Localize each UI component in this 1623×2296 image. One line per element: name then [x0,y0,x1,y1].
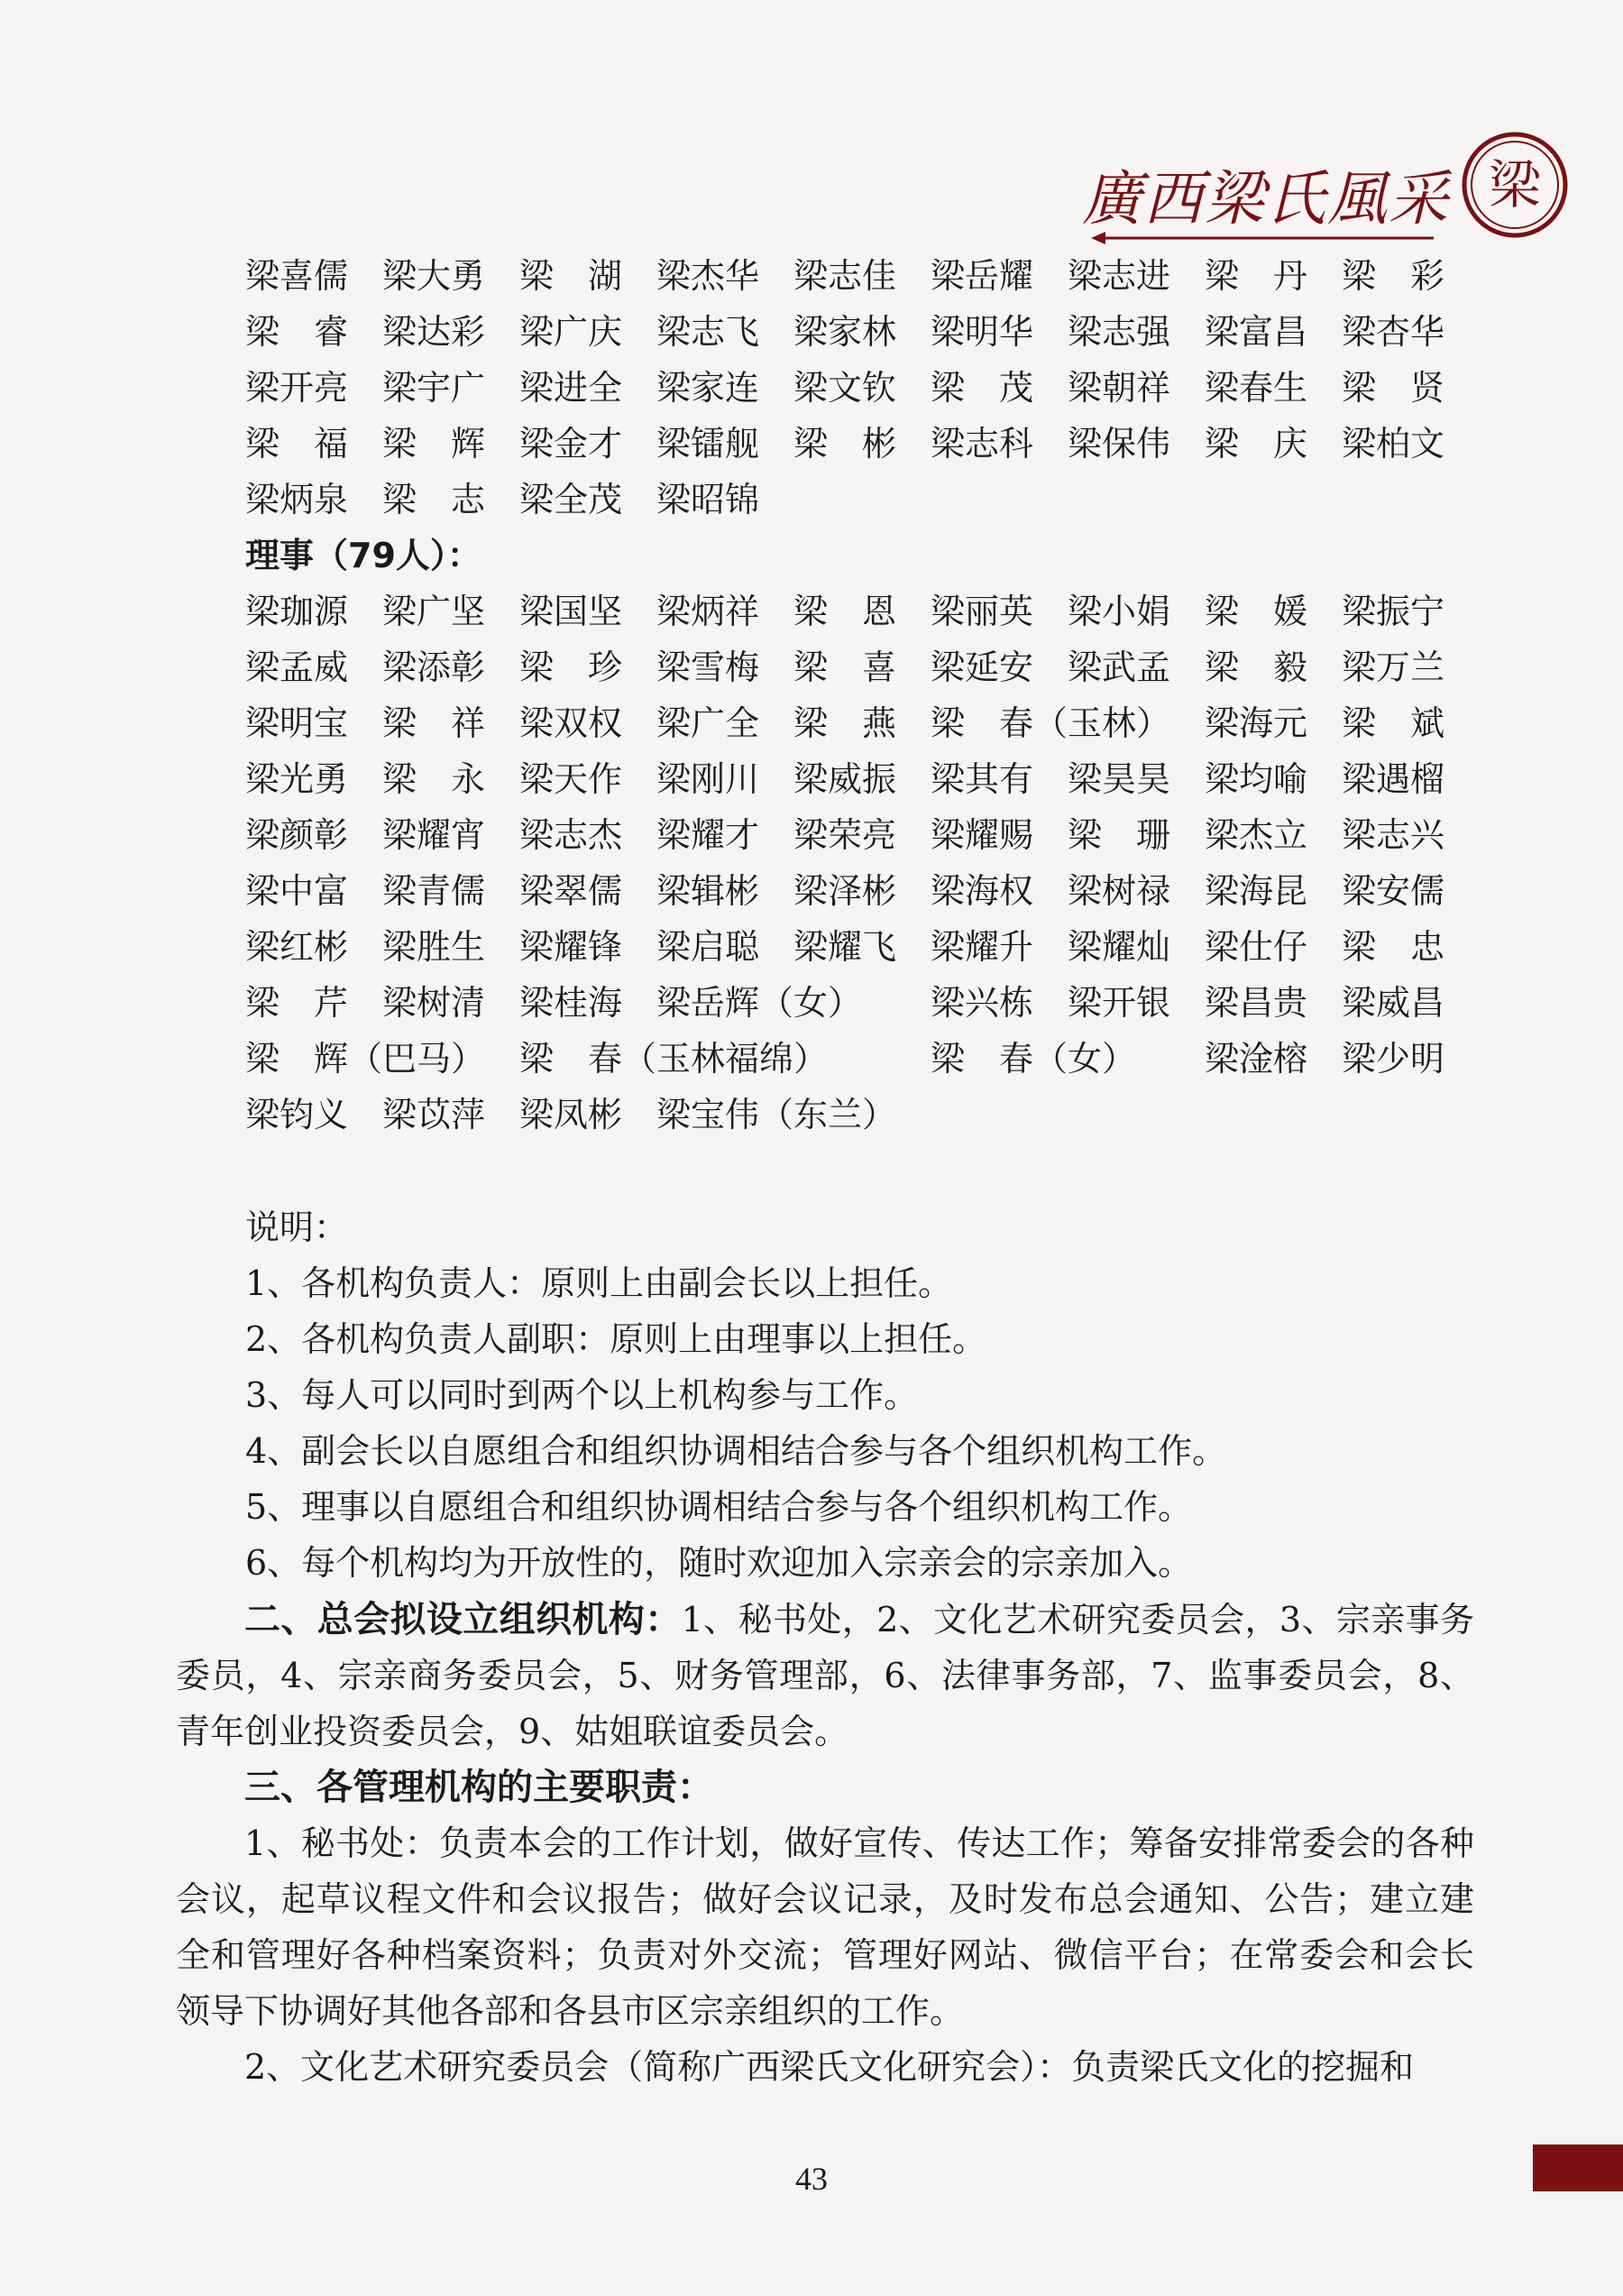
section3-item1: 1、秘书处：负责本会的工作计划，做好宣传、传达工作；筹备安排常委会的各种会议，起草议程文件和会议报告；做好会议记录，及时发布总会通知、公告；建立建全和管理好各种档案资料；负责对外交流；管理好网站、微信平台；在常委会和会长领导下协调好其他各部和各县市区宗亲组织的工作。 [176,1823,1474,2031]
directors-label: 理事（79人）： [245,536,481,575]
person-name: 梁志杰 [519,815,623,855]
name-row [245,1031,1481,1087]
names-list-directors [245,583,1481,1143]
names-list-top [245,248,1481,528]
name-row [245,248,1481,304]
person-name: 梁少明 [1342,1039,1445,1079]
section3-item2: 2、文化艺术研究委员会（简称广西梁氏文化研究会）：负责梁氏文化的挖掘和 [244,2047,1415,2087]
section3-heading-paragraph [176,1759,1474,1815]
person-name: 梁辑彬 [656,871,760,911]
person-name: 梁孟威 [245,647,349,687]
person-name: 梁 斌 [1342,703,1445,743]
person-name: 梁达彩 [382,312,486,352]
person-name: 梁 贤 [1342,368,1445,408]
person-name: 梁春生 [1205,368,1308,408]
person-name: 梁中富 [245,871,349,911]
note-item: 2、各机构负责人副职：原则上由理事以上担任。 [245,1319,987,1359]
person-name: 梁昭锦 [656,480,760,519]
person-name: 梁耀灿 [1068,927,1171,967]
person-name: 梁镭舰 [656,424,760,464]
person-name: 梁宇广 [382,368,486,408]
person-name: 梁 永 [382,759,486,799]
person-name: 梁树禄 [1068,871,1171,911]
person-name: 梁志科 [931,424,1034,464]
person-name: 梁威昌 [1342,983,1445,1023]
name-row [245,863,1481,919]
person-name: 梁耀升 [931,927,1034,967]
person-name: 梁 珊 [1068,815,1171,855]
person-name: 梁耀宵 [382,815,486,855]
names-block [245,248,1481,1143]
note-item: 6、每个机构均为开放性的，随时欢迎加入宗亲会的宗亲加入。 [245,1543,1193,1583]
section2-heading: 二、总会拟设立组织机构： [244,1599,682,1640]
person-name: 梁 媛 [1205,592,1308,631]
person-name: 梁凤彬 [519,1095,623,1134]
person-name: 梁丽英 [931,592,1034,631]
name-row [245,807,1481,863]
person-name: 梁炳泉 [245,480,349,519]
seal-logo-icon [1461,131,1569,239]
person-name: 梁志佳 [793,256,897,296]
person-name: 梁 福 [245,424,349,464]
person-name: 梁武孟 [1068,647,1171,687]
person-name: 梁 茂 [931,368,1034,408]
person-name: 梁万兰 [1342,647,1445,687]
person-name: 梁 忠 [1342,927,1445,967]
person-name: 梁杏华 [1342,312,1445,352]
page-edge-tab [1533,2144,1623,2191]
person-name: 梁耀才 [656,815,760,855]
person-name: 梁岳耀 [931,256,1034,296]
notes-title: 说明： [245,1208,349,1247]
section2-text: 1、秘书处，2、文化艺术研究委员会，3、宗亲事务委员，4、宗亲商务委员会，5、财务管理部，6、法律事务部，7、监事委员会，8、青年创业投资委员会，9、姑姐联谊委员会。 [176,1600,1474,1751]
person-name: 梁昌贵 [1205,983,1308,1023]
name-row [245,472,1481,528]
person-name: 梁 丹 [1205,256,1308,296]
name-row [245,695,1481,751]
person-name: 梁 春（玉林） [931,703,1171,743]
person-name: 梁小娟 [1068,592,1171,631]
section2-paragraph [176,1592,1474,1759]
person-name: 梁光勇 [245,759,349,799]
person-name: 梁炳祥 [656,592,760,631]
person-name: 梁天作 [519,759,623,799]
header-title: 廣西梁氏風采 [1082,164,1450,234]
person-name: 梁 辉 [382,424,486,464]
person-name: 梁家林 [793,312,897,352]
name-row [245,919,1481,975]
note-item: 1、各机构负责人：原则上由副会长以上担任。 [245,1263,953,1303]
person-name: 梁珈源 [245,592,349,631]
person-name: 梁 庆 [1205,424,1308,464]
person-name: 梁安儒 [1342,871,1445,911]
person-name: 梁 彬 [793,424,897,464]
person-name: 梁宝伟（东兰） [656,1095,897,1134]
person-name: 梁杰立 [1205,815,1308,855]
person-name: 梁 燕 [793,703,897,743]
seal-char: 梁 [1488,154,1542,216]
name-row [245,583,1481,639]
person-name: 梁广坚 [382,592,486,631]
person-name: 梁振宁 [1342,592,1445,631]
arrow-left-icon [1091,230,1434,246]
person-name: 梁富昌 [1205,312,1308,352]
person-name: 梁保伟 [1068,424,1171,464]
person-name: 梁遇榴 [1342,759,1445,799]
person-name: 梁家连 [656,368,760,408]
person-name: 梁延安 [931,647,1034,687]
name-row [245,304,1481,360]
person-name: 梁开银 [1068,983,1171,1023]
person-name: 梁桂海 [519,983,623,1023]
page-number: 43 [795,2161,828,2197]
person-name: 梁 春（女） [931,1039,1137,1079]
person-name: 梁泽彬 [793,871,897,911]
name-row [245,416,1481,472]
note-item: 5、理事以自愿组合和组织协调相结合参与各个组织机构工作。 [245,1487,1193,1527]
person-name: 梁添彰 [382,647,486,687]
person-name: 梁杰华 [656,256,760,296]
person-name: 梁树清 [382,983,486,1023]
person-name: 梁 志 [382,480,486,519]
person-name: 梁 祥 [382,703,486,743]
person-name: 梁荣亮 [793,815,897,855]
person-name: 梁启聪 [656,927,760,967]
person-name: 梁威振 [793,759,897,799]
person-name: 梁明华 [931,312,1034,352]
person-name: 梁进全 [519,368,623,408]
person-name: 梁 恩 [793,592,897,631]
person-name: 梁金才 [519,424,623,464]
person-name: 梁 睿 [245,312,349,352]
person-name: 梁柏文 [1342,424,1445,464]
person-name: 梁钧义 [245,1095,349,1134]
person-name: 梁 湖 [519,256,623,296]
person-name: 梁红彬 [245,927,349,967]
person-name: 梁 芹 [245,983,349,1023]
person-name: 梁雪梅 [656,647,760,687]
person-name: 梁志飞 [656,312,760,352]
person-name: 梁仕仔 [1205,927,1308,967]
person-name: 梁淦榕 [1205,1039,1308,1079]
person-name: 梁翠儒 [519,871,623,911]
person-name: 梁海昆 [1205,871,1308,911]
person-name: 梁志强 [1068,312,1171,352]
person-name: 梁双权 [519,703,623,743]
body-text [176,1592,1474,2095]
person-name: 梁 春（玉林福绵） [519,1039,829,1079]
notes-section [245,1199,1508,1591]
person-name: 梁青儒 [382,871,486,911]
person-name: 梁岳辉（女） [656,983,863,1023]
person-name: 梁胜生 [382,927,486,967]
person-name: 梁喜儒 [245,256,349,296]
name-row [245,975,1481,1031]
person-name: 梁文钦 [793,368,897,408]
person-name: 梁全茂 [519,480,623,519]
person-name: 梁苡萍 [382,1095,486,1134]
person-name: 梁大勇 [382,256,486,296]
person-name: 梁朝祥 [1068,368,1171,408]
person-name: 梁国坚 [519,592,623,631]
person-name: 梁广全 [656,703,760,743]
person-name: 梁开亮 [245,368,349,408]
person-name: 梁广庆 [519,312,623,352]
person-name: 梁海权 [931,871,1034,911]
section3-heading: 三、各管理机构的主要职责： [244,1767,713,1808]
name-row [245,751,1481,807]
name-row [245,360,1481,416]
person-name: 梁颜彰 [245,815,349,855]
person-name: 梁 喜 [793,647,897,687]
person-name: 梁兴栋 [931,983,1034,1023]
person-name: 梁耀飞 [793,927,897,967]
person-name: 梁 珍 [519,647,623,687]
name-row [245,1087,1481,1143]
person-name: 梁其有 [931,759,1034,799]
person-name: 梁均喻 [1205,759,1308,799]
name-row [245,639,1481,695]
person-name: 梁志兴 [1342,815,1445,855]
person-name: 梁昊昊 [1068,759,1171,799]
page-header [1064,131,1569,248]
person-name: 梁耀锋 [519,927,623,967]
person-name: 梁 毅 [1205,647,1308,687]
note-item: 4、副会长以自愿组合和组织协调相结合参与各个组织机构工作。 [245,1431,1227,1471]
person-name: 梁志进 [1068,256,1171,296]
note-item: 3、每人可以同时到两个以上机构参与工作。 [245,1375,919,1415]
person-name: 梁 辉（巴马） [245,1039,486,1079]
person-name: 梁明宝 [245,703,349,743]
person-name: 梁海元 [1205,703,1308,743]
person-name: 梁 彩 [1342,256,1445,296]
person-name: 梁刚川 [656,759,760,799]
person-name: 梁耀赐 [931,815,1034,855]
